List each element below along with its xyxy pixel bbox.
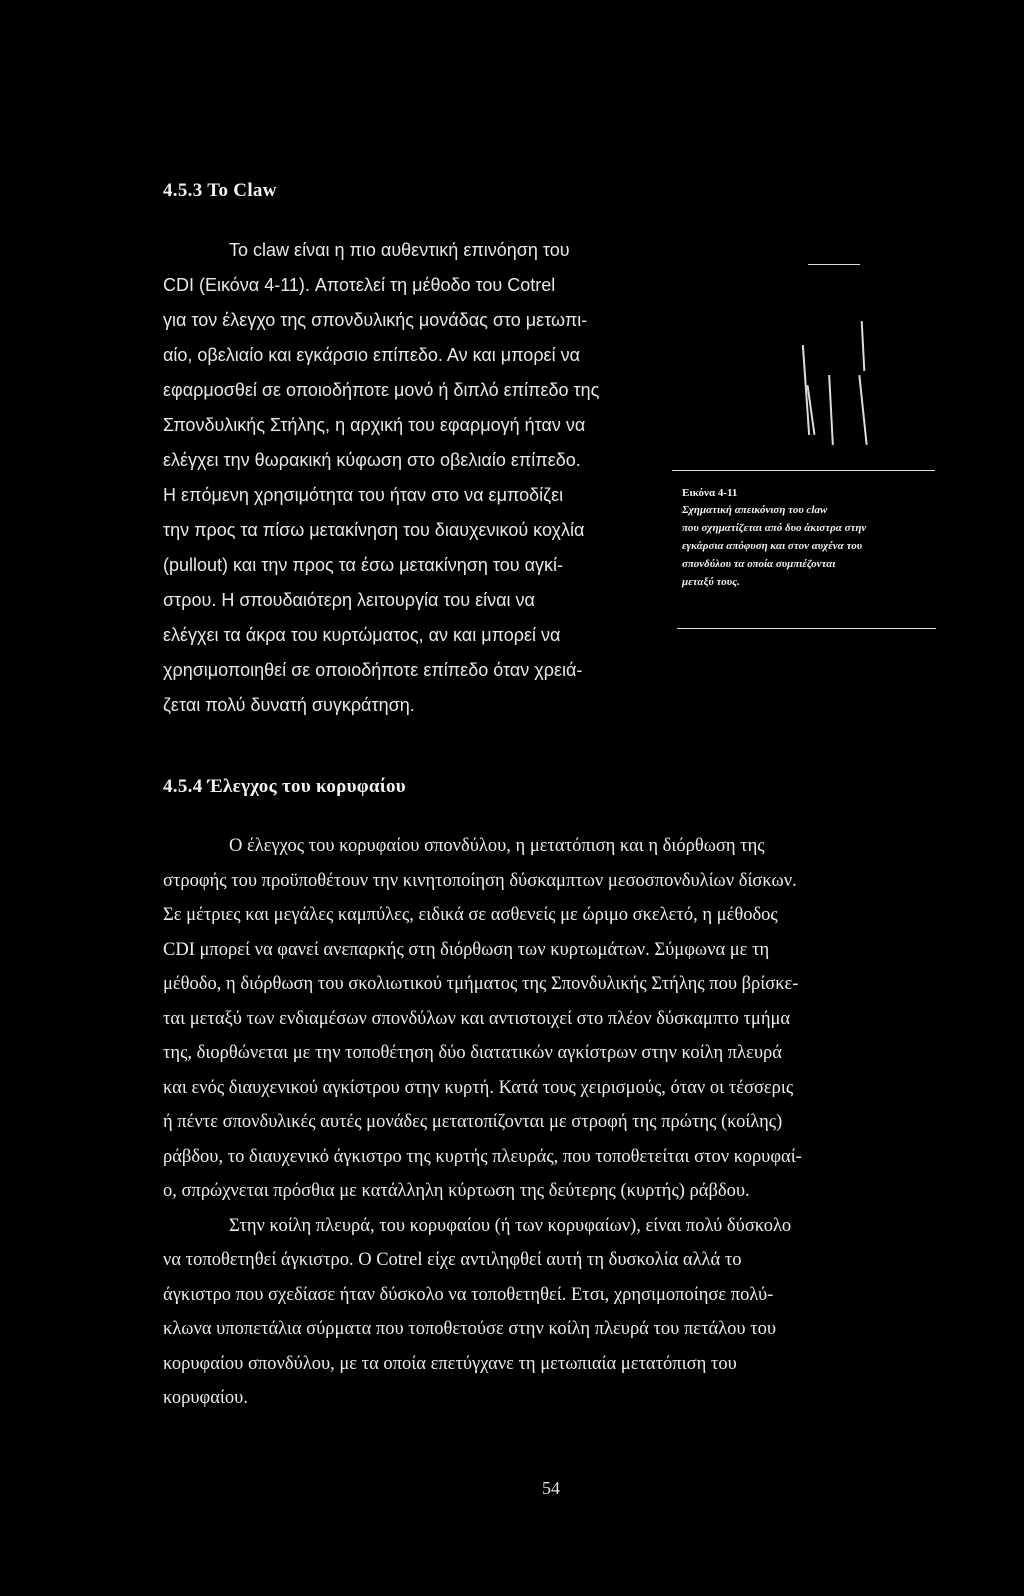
figure-caption-line: σπονδύλου τα οποία συμπιέζονται — [682, 558, 836, 570]
text-line: ράβδου, το διαυχενικό άγκιστρο της κυρτής πλευράς, που τοποθετείται στον κορυφαί- — [163, 1146, 802, 1167]
text-line: αίο, οβελιαίο και εγκάρσιο επίπεδο. Αν και μπορεί να — [163, 345, 580, 365]
text-line: κορυφαίου σπονδύλου, με τα οποία επετύγχανε τη μετωπιαία μετατόπιση του — [163, 1353, 737, 1374]
text-line: CDI μπορεί να φανεί ανεπαρκής στη διόρθωση των κυρτωμάτων. Σύμφωνα με τη — [163, 939, 770, 960]
text-line: στροφής του προϋποθέτουν την κινητοποίηση δύσκαμπτων μεσοσπονδυλίων δίσκων. — [163, 870, 797, 891]
figure-caption-line: εγκάρσια απόφυση και στον αυχένα του — [682, 540, 863, 552]
figure-top-line — [808, 264, 860, 265]
text-line: κλωνα υποπετάλια σύρματα που τοποθετούσε στην κοίλη πλευρά του πετάλου του — [163, 1319, 777, 1339]
text-line: να τοποθετηθεί άγκιστρο. Ο Cotrel είχε αντιληφθεί αυτή τη δυσκολία αλλά το — [163, 1250, 742, 1270]
text-line: ελέγχει τα άκρα του κυρτώματος, αν και μπορεί να — [163, 625, 561, 645]
text-line: ζεται πολύ δυνατή συγκράτηση. — [163, 695, 415, 715]
text-line: και ενός διαυχενικού αγκίστρου στην κυρτή. Κατά τους χειρισμούς, όταν οι τέσσερις — [163, 1077, 794, 1098]
caption-top-rule — [672, 470, 935, 471]
figure-line — [861, 321, 865, 371]
text-line: ελέγχει την θωρακική κύφωση στο οβελιαίο επίπεδο. — [163, 450, 581, 470]
figure-caption-line: μεταξύ τους. — [682, 576, 740, 588]
text-line: για τον έλεγχο της σπονδυλικής μονάδας στο μετωπι- — [163, 310, 588, 330]
text-line: ο, σπρώχνεται πρόσθια με κατάλληλη κύρτωση της δεύτερης (κυρτής) ράβδου. — [163, 1181, 750, 1201]
figure-line — [858, 375, 867, 445]
figure-caption-title: Εικόνα 4-11 — [682, 487, 738, 499]
page-number: 54 — [542, 1478, 560, 1498]
text-line: εφαρμοσθεί σε οποιοδήποτε μονό ή διπλό επίπεδο της — [163, 380, 600, 400]
figure-caption-line: Σχηματική απεικόνιση του claw — [682, 504, 828, 516]
text-line: (pullout) και την προς τα έσω μετακίνηση του αγκί- — [163, 555, 564, 575]
figure-caption — [682, 487, 866, 588]
text-line: Το claw είναι η πιο αυθεντική επινόηση του — [229, 240, 570, 260]
text-line: Σπονδυλικής Στήλης, η αρχική του εφαρμογή ήταν να — [163, 415, 586, 435]
text-line: Η επόμενη χρησιμότητα του ήταν στο να εμποδίζει — [163, 485, 564, 505]
text-line: την προς τα πίσω μετακίνηση του διαυχενικού κοχλία — [163, 520, 585, 540]
text-line: Στην κοίλη πλευρά, του κορυφαίου (ή των κορυφαίων), είναι πολύ δύσκολο — [229, 1215, 792, 1236]
text-line: ή πέντε σπονδυλικές αυτές μονάδες μετατοπίζονται με στροφή της πρώτης (κοίλης) — [163, 1112, 783, 1132]
section-heading-claw: 4.5.3 Το Claw — [163, 180, 277, 201]
caption-bottom-rule — [677, 628, 936, 629]
section-heading-apex-control: 4.5.4 Έλεγχος του κορυφαίου — [163, 776, 406, 797]
text-line: άγκιστρο που σχεδίασε ήταν δύσκολο να τοποθετηθεί. Ετσι, χρησιμοποίησε πολύ- — [163, 1284, 774, 1305]
text-line: στρου. Η σπουδαιότερη λειτουργία του είναι να — [163, 590, 535, 610]
text-line: κορυφαίου. — [163, 1388, 248, 1408]
text-line: Σε μέτριες και μεγάλες καμπύλες, ειδικά σε ασθενείς με ώριμο σκελετό, η μέθοδος — [163, 905, 778, 925]
text-line: μέθοδο, η διόρθωση του σκολιωτικού τμήματος της Σπονδυλικής Στήλης που βρίσκε- — [163, 974, 799, 994]
text-line: Ο έλεγχος του κορυφαίου σπονδύλου, η μετατόπιση και η διόρθωση της — [229, 836, 765, 856]
figure-claw-illustration — [780, 255, 880, 455]
text-line: χρησιμοποιηθεί σε οποιοδήποτε επίπεδο όταν χρειά- — [163, 660, 583, 680]
text-line: CDI (Εικόνα 4-11). Αποτελεί τη μέθοδο του Cotrel — [163, 275, 556, 295]
figure-line — [828, 375, 833, 445]
text-line: της, διορθώνεται με την τοποθέτηση δύο διατατικών αγκίστρων στην κοίλη πλευρά — [163, 1043, 782, 1063]
figure-caption-line: που σχηματίζεται από δυο άκιστρα στην — [682, 522, 867, 534]
text-line: ται μεταξύ των ενδιαμέσων σπονδύλων και αντιστοιχεί στο πλέον δύσκαμπτο τμήμα — [163, 1008, 791, 1029]
